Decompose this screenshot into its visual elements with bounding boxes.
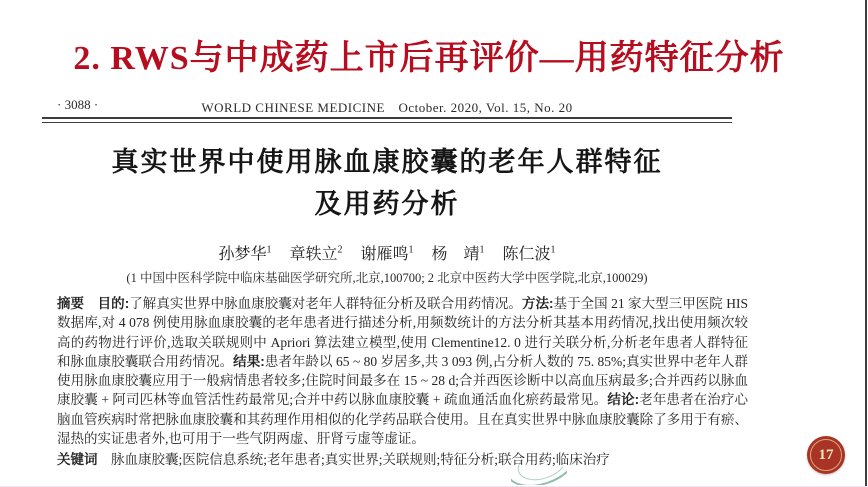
journal-page-number: · 3088 · xyxy=(57,97,99,112)
paper-title-line1: 真实世界中使用脉血康胶囊的老年人群特征 xyxy=(111,147,663,177)
keywords-text: 脉血康胶囊;医院信息系统;老年患者;真实世界;关联规则;特征分析;联合用药;临床治疗 xyxy=(97,452,610,468)
author: 章轶立$^2$ xyxy=(289,244,343,263)
journal-header xyxy=(42,97,732,115)
double-rule xyxy=(42,117,732,123)
author: 谢雁鸣$^1$ xyxy=(360,244,414,263)
paper-body xyxy=(57,294,748,470)
page-number-badge-text: 17 xyxy=(818,446,834,463)
author: 孙梦华$^1$ xyxy=(218,244,272,263)
slide-title: 2. RWS与中成药上市后再评价—用药特征分析 xyxy=(73,40,785,77)
author: 杨 靖$^1$ xyxy=(431,244,485,263)
author-list xyxy=(42,241,732,264)
journal-name: WORLD CHINESE MEDICINE October. 2020, Vol. 15, No. 20 xyxy=(201,100,573,115)
keywords-line xyxy=(57,450,748,469)
paper-title-line2: 及用药分析 xyxy=(314,189,460,219)
right-edge-line xyxy=(865,0,867,487)
abstract-text: 摘要 目的:了解真实世界中脉血康胶囊对老年人群特征分析及联合用药情况。方法:基于全国 21 家大型三甲医院 HIS 数据库,对 4 078 例使用脉血康胶囊的老年患者进行描述分析,用频数统计的方法分析其基本用药情况,找出使用频次较高的药物进行评价,选取关联规则中 Apriori 算法建立模型,使用 Clementine12. 0 进行关联分析,分析老年患者人群特征和脉血康胶囊联合用药情况。结果:患者年龄以 65 ~ 80 岁居多,共 3 093 例,占分析人数的 75. 85%;真实世界中老年人群使用脉血康胶囊应用于一般病情患者较多;住院时间最多在 15 ~ 28 d;合并西医诊断中以高血压病最多;合并西药以脉血康胶囊 + 阿司匹林等血管活性药最常见;合并中药以脉血康胶囊 + 疏血通活血化瘀药最常见。结论:老年患者在治疗心脑血管疾病时常把脉血康胶囊和其药理作用相似的化学药品联合使用。且在真实世界中脉血康胶囊除了多用于有瘀、湿热的实证患者外,也可用于一些气阴两虚、肝肾亏虚等虚证。 xyxy=(57,296,749,447)
keywords-label: 关键词 xyxy=(57,452,98,468)
page-number-badge-ring xyxy=(810,439,842,471)
author: 陈仁波$^1$ xyxy=(502,244,556,263)
paper-title xyxy=(42,141,732,225)
page-number-badge xyxy=(807,436,845,474)
affiliation: (1 中国中医科学院中临床基础医学研究所,北京,100700; 2 北京中医药大学中医学院,北京,100029) xyxy=(126,271,648,285)
